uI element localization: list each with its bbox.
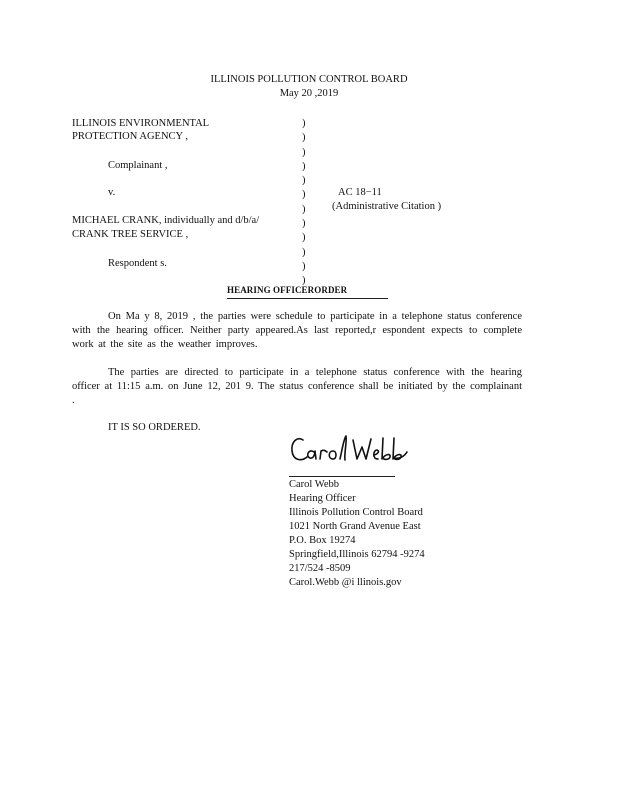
address-po-box: P.O. Box 19274 bbox=[289, 535, 356, 546]
document-date: May 20 ,2019 bbox=[279, 88, 339, 99]
signer-organization: Illinois Pollution Control Board bbox=[289, 507, 423, 518]
paren: ) bbox=[302, 175, 306, 187]
paren: ) bbox=[302, 118, 306, 129]
paren: ) bbox=[302, 160, 306, 172]
signature-line bbox=[289, 476, 395, 477]
respondent-label: Respondent s. bbox=[108, 258, 167, 269]
signer-title: Hearing Officer bbox=[289, 493, 356, 504]
address-street: 1021 North Grand Avenue East bbox=[289, 521, 421, 532]
paren: ) bbox=[302, 146, 306, 158]
signature-block bbox=[289, 478, 425, 590]
paragraph-directive: The parties are directed to participate in a telephone status conference with the hearing officer at 11:15 a.m. on June 12, 201 9. The status conference shall be initiated by the complainant . bbox=[72, 367, 522, 406]
paren: ) bbox=[302, 232, 306, 244]
board-name: ILLINOIS POLLUTION CONTROL BOARD bbox=[210, 74, 408, 85]
respondent-name-line1: MICHAEL CRANK, individually and d/b/a/ bbox=[72, 215, 260, 226]
phone-number: 217/524 -8509 bbox=[289, 563, 351, 574]
paren: ) bbox=[302, 218, 306, 230]
paren: ) bbox=[302, 132, 306, 144]
case-number: AC 18−11 bbox=[338, 187, 382, 198]
case-type: (Administrative Citation ) bbox=[332, 201, 442, 212]
handwritten-signature bbox=[287, 430, 417, 470]
paragraph-status: On Ma y 8, 2019 , the parties were schedule to participate in a telephone status conference with the hearing officer. Neither party appeared.As last reported,r espondent expects to complete work at the site as the weather improves. bbox=[72, 311, 522, 350]
email-address: Carol.Webb @i llinois.gov bbox=[289, 577, 402, 588]
signer-name: Carol Webb bbox=[289, 479, 339, 490]
paren: ) bbox=[302, 203, 306, 215]
complainant-label: Complainant , bbox=[108, 160, 168, 171]
address-city: Springfield,Illinois 62794 -9274 bbox=[289, 549, 425, 560]
complainant-name-line1: ILLINOIS ENVIRONMENTAL bbox=[72, 118, 210, 129]
caption-parenthesis-column bbox=[302, 117, 306, 289]
paren: ) bbox=[302, 246, 306, 258]
order-title: HEARING OFFICERORDER bbox=[227, 283, 388, 299]
paren: ) bbox=[302, 275, 306, 287]
so-ordered: IT IS SO ORDERED. bbox=[108, 422, 201, 433]
versus: v. bbox=[108, 187, 116, 198]
paren: ) bbox=[302, 260, 306, 272]
respondent-name-line2: CRANK TREE SERVICE , bbox=[72, 229, 189, 240]
complainant-name-line2: PROTECTION AGENCY , bbox=[72, 131, 188, 142]
paren: ) bbox=[302, 189, 306, 201]
